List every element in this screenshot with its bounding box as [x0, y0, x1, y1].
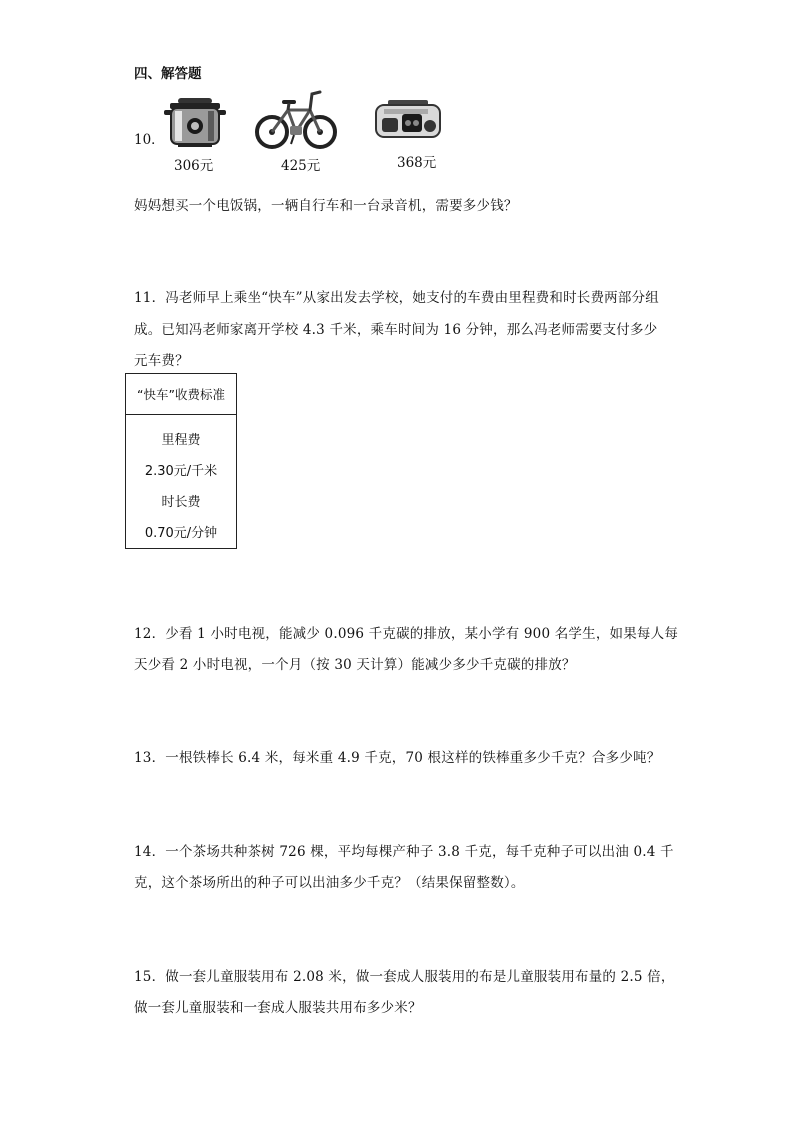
fee-row-time-rate: 0.70元/分钟	[144, 526, 218, 541]
price-rice-cooker: 306元	[174, 158, 214, 174]
q14-line-2: 克，这个茶场所出的种子可以出油多少千克？（结果保留整数）。	[134, 875, 525, 891]
q12-line-1: 12．少看 1 小时电视，能减少 0.096 千克碳的排放，某小学有 900 名学生，如果每人每	[134, 626, 679, 642]
q11-line-3: 元车费？	[134, 353, 189, 369]
q15-line-2: 做一套儿童服装和一套成人服装共用布多少米？	[134, 1000, 422, 1016]
q14-line-1: 14．一个茶场共种茶树 726 棵，平均每棵产种子 3.8 千克，每千克种子可以出油 0.4 千	[134, 844, 674, 860]
q13-line-1: 13．一根铁棒长 6.4 米，每米重 4.9 千克，70 根这样的铁棒重多少千克？合多少吨？	[134, 750, 661, 766]
rice-cooker-icon	[164, 96, 226, 148]
fee-row-mileage-rate: 2.30元/千米	[144, 464, 218, 479]
fee-row-mileage-label: 里程费	[161, 433, 201, 448]
fee-standard-table	[125, 373, 237, 549]
q15-line-1: 15．做一套儿童服装用布 2.08 米，做一套成人服装用的布是儿童服装用布量的 2.5 倍，	[134, 969, 675, 985]
fee-table-header: “快车”收费标准	[126, 374, 236, 415]
section-title: 四、解答题	[134, 66, 202, 82]
price-cassette-recorder: 368元	[397, 155, 437, 171]
bicycle-icon	[254, 88, 338, 150]
price-bicycle: 425元	[281, 158, 321, 174]
q11-line-1: 11．冯老师早上乘坐“快车”从家出发去学校，她支付的车费由里程费和时长费两部分组	[134, 290, 659, 306]
cassette-recorder-icon	[374, 100, 442, 140]
q10-text: 妈妈想买一个电饭锅，一辆自行车和一台录音机，需要多少钱？	[134, 198, 518, 214]
q11-line-2: 成。已知冯老师家离开学校 4.3 千米，乘车时间为 16 分钟，那么冯老师需要支付多少	[134, 322, 658, 338]
q10-number: 10．	[134, 132, 165, 148]
fee-row-time-label: 时长费	[161, 495, 201, 510]
q12-line-2: 天少看 2 小时电视，一个月（按 30 天计算）能减少多少千克碳的排放？	[134, 657, 576, 673]
